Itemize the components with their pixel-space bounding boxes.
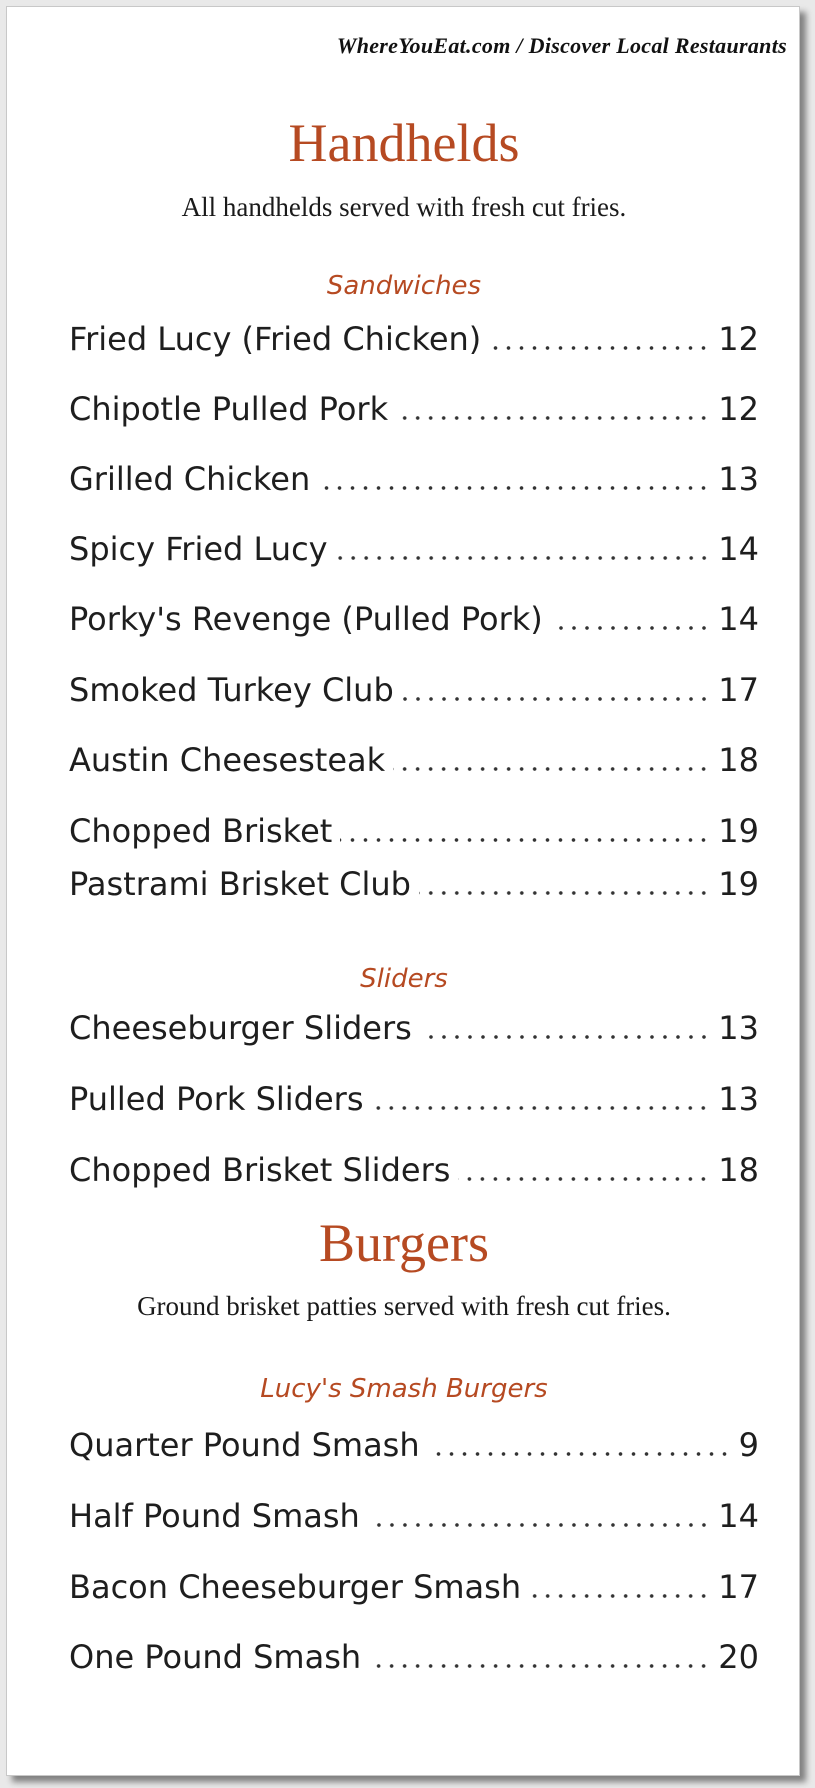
menu-item-price: 12 — [718, 320, 759, 358]
menu-page — [6, 6, 800, 1776]
menu-item — [69, 459, 759, 499]
dot-leader — [428, 1452, 731, 1456]
menu-item-name: Chipotle Pulled Pork — [69, 390, 389, 428]
dot-leader — [318, 486, 710, 490]
menu-item-price: 19 — [718, 812, 759, 850]
menu-item-price: 14 — [718, 600, 759, 638]
menu-item-name: Smoked Turkey Club — [69, 671, 394, 709]
menu-item-price: 17 — [718, 671, 759, 709]
section-description-handhelds: All handhelds served with fresh cut fries. — [181, 192, 627, 222]
section-title-burgers: Burgers — [319, 1213, 489, 1273]
menu-item-price: 13 — [718, 1009, 759, 1047]
menu-item — [69, 1008, 759, 1048]
dot-leader — [369, 1664, 710, 1668]
dot-leader — [340, 838, 710, 842]
dot-leader — [371, 1106, 710, 1110]
dot-leader — [368, 1523, 710, 1527]
menu-item-price: 13 — [718, 1080, 759, 1118]
menu-item — [69, 1425, 759, 1465]
menu-item — [69, 1079, 759, 1119]
section-title-handhelds: Handhelds — [288, 113, 520, 173]
menu-item-name: Pulled Pork Sliders — [69, 1080, 364, 1118]
menu-item-name: Grilled Chicken — [69, 460, 311, 498]
menu-item — [69, 1637, 759, 1677]
menu-item-name: Chopped Brisket Sliders — [69, 1151, 451, 1189]
menu-item — [69, 1567, 759, 1607]
dot-leader — [419, 891, 710, 895]
subheading-sandwiches: Sandwiches — [326, 271, 482, 301]
menu-item-name: Pastrami Brisket Club — [69, 865, 411, 903]
menu-item-name: Spicy Fried Lucy — [69, 530, 328, 568]
menu-item — [69, 740, 759, 780]
menu-item — [69, 599, 759, 639]
menu-item-name: One Pound Smash — [69, 1638, 362, 1676]
dot-leader — [489, 346, 710, 350]
menu-item-name: Half Pound Smash — [69, 1497, 360, 1535]
menu-item-price: 13 — [718, 460, 759, 498]
menu-item-name: Bacon Cheeseburger Smash — [69, 1568, 522, 1606]
dot-leader — [402, 697, 711, 701]
menu-item — [69, 389, 759, 429]
menu-item-price: 17 — [718, 1568, 759, 1606]
menu-item — [69, 1496, 759, 1536]
subheading-smash-burgers: Lucy's Smash Burgers — [260, 1374, 548, 1404]
menu-item-price: 18 — [718, 1151, 759, 1189]
menu-item — [69, 319, 759, 359]
menu-item-name: Chopped Brisket — [69, 812, 333, 850]
menu-item — [69, 1150, 759, 1190]
dot-leader — [529, 1594, 710, 1598]
menu-item-price: 19 — [718, 865, 759, 903]
menu-item — [69, 864, 759, 904]
menu-item — [69, 670, 759, 710]
dot-leader — [458, 1177, 710, 1181]
menu-item-price: 12 — [718, 390, 759, 428]
dot-leader — [393, 767, 710, 771]
subheading-sliders: Sliders — [360, 964, 448, 994]
menu-item-price: 9 — [738, 1426, 759, 1464]
menu-item-price: 14 — [718, 530, 759, 568]
dot-leader — [396, 416, 710, 420]
menu-item — [69, 811, 759, 851]
menu-item — [69, 529, 759, 569]
menu-item-name: Fried Lucy (Fried Chicken) — [69, 320, 482, 358]
site-banner: WhereYouEat.com / Discover Local Restaurants — [336, 33, 787, 58]
menu-item-price: 20 — [718, 1638, 759, 1676]
dot-leader — [336, 556, 711, 560]
dot-leader — [551, 626, 711, 630]
menu-item-name: Porky's Revenge (Pulled Pork) — [69, 600, 543, 638]
menu-item-name: Quarter Pound Smash — [69, 1426, 420, 1464]
dot-leader — [420, 1035, 710, 1039]
section-description-burgers: Ground brisket patties served with fresh cut fries. — [137, 1291, 671, 1321]
menu-item-price: 14 — [718, 1497, 759, 1535]
menu-item-price: 18 — [718, 741, 759, 779]
menu-item-name: Austin Cheesesteak — [69, 741, 386, 779]
menu-item-name: Cheeseburger Sliders — [69, 1009, 412, 1047]
